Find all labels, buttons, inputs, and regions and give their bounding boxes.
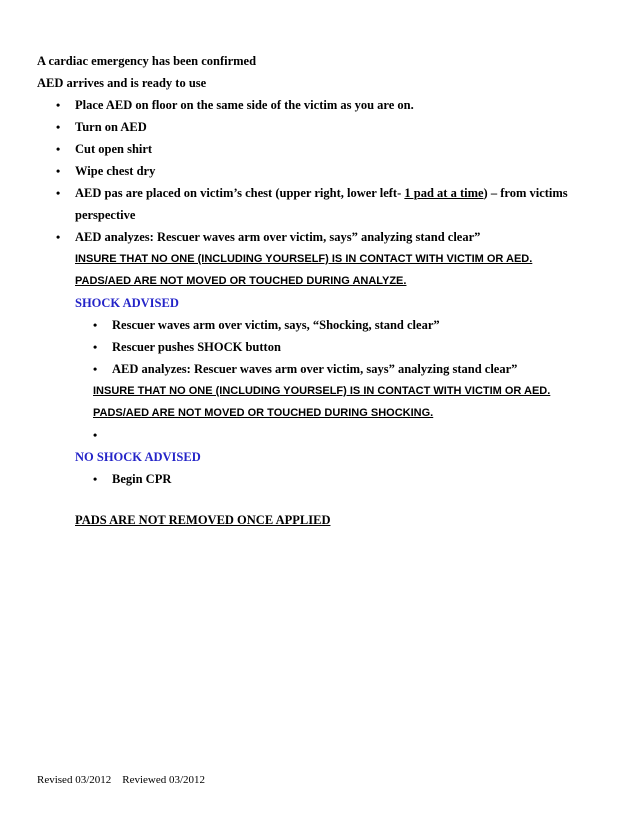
warning-no-contact-shocking: INSURE THAT NO ONE (INCLUDING YOURSELF) IS IN CONTACT WITH VICTIM OR AED. (93, 385, 551, 397)
step-text: Wipe chest dry (75, 164, 156, 178)
step-text: AED pas are placed on victim’s chest (upper right, lower left- (75, 186, 405, 200)
warning-no-contact-analyze: INSURE THAT NO ONE (INCLUDING YOURSELF) IS IN CONTACT WITH VICTIM OR AED. (75, 253, 533, 265)
step-text: Rescuer pushes SHOCK button (112, 340, 281, 354)
list-item-shock-2 (37, 336, 607, 358)
step-text-underlined: 1 pad at a time (404, 186, 484, 200)
footer (37, 774, 205, 786)
step-text: Turn on AED (75, 120, 147, 134)
bullet-icon: • (93, 472, 98, 486)
shock-advised-heading: SHOCK ADVISED (75, 296, 179, 310)
bullet-icon: • (56, 98, 61, 112)
heading-aed-arrives: AED arrives and is ready to use (37, 76, 207, 90)
step-text: ) – from victims (483, 186, 568, 200)
bullet-icon: • (56, 230, 61, 244)
no-shock-advised-heading: NO SHOCK ADVISED (75, 450, 201, 464)
list-item-empty (37, 424, 607, 446)
bullet-icon: • (93, 428, 98, 442)
bullet-icon: • (56, 164, 61, 178)
step-text: perspective (75, 208, 136, 222)
list-item-shock-3 (37, 358, 607, 380)
step-text: Place AED on floor on the same side of the victim as you are on. (75, 98, 414, 112)
bullet-icon: • (56, 142, 61, 156)
list-item-shock-1 (37, 314, 607, 336)
revised-date: Revised 03/2012 (37, 774, 112, 786)
step-text: AED analyzes: Rescuer waves arm over victim, says” analyzing stand clear” (75, 230, 481, 244)
list-item-step-4 (37, 160, 607, 182)
step-text: Begin CPR (112, 472, 172, 486)
bullet-icon: • (93, 318, 98, 332)
step-text: AED analyzes: Rescuer waves arm over victim, says” analyzing stand clear” (112, 362, 518, 376)
heading-cardiac-emergency: A cardiac emergency has been confirmed (37, 54, 257, 68)
list-item-begin-cpr (37, 468, 607, 490)
bullet-icon: • (93, 340, 98, 354)
step-text: Rescuer waves arm over victim, says, “Shocking, stand clear” (112, 318, 440, 332)
reviewed-date: Reviewed 03/2012 (122, 774, 206, 786)
step-text: Cut open shirt (75, 142, 153, 156)
list-item-step-1 (37, 94, 607, 116)
list-item-step-5 (37, 182, 607, 226)
bullet-icon: • (93, 362, 98, 376)
bullet-icon: • (56, 120, 61, 134)
list-item-step-6 (37, 226, 607, 248)
list-item-step-3 (37, 138, 607, 160)
list-item-step-2 (37, 116, 607, 138)
document-body (37, 50, 607, 531)
warning-pads-analyze: PADS/AED ARE NOT MOVED OR TOUCHED DURING ANALYZE. (75, 275, 407, 287)
warning-pads-shocking: PADS/AED ARE NOT MOVED OR TOUCHED DURING SHOCKING. (93, 407, 434, 419)
bullet-icon: • (56, 186, 61, 200)
pads-not-removed-note: PADS ARE NOT REMOVED ONCE APPLIED (75, 513, 331, 527)
